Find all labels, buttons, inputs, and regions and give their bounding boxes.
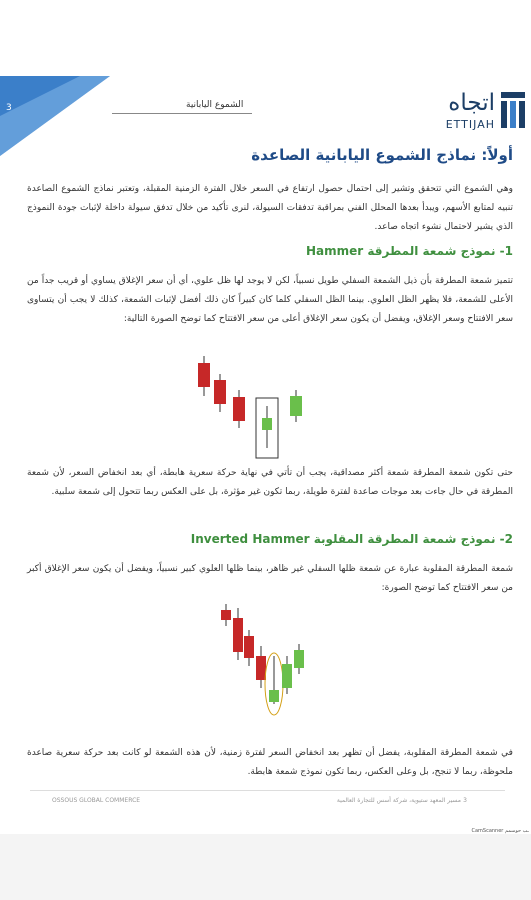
inverted-hammer-description: شمعة المطرقة المقلوبة عبارة عن شمعة ظلها السفلي غير ظاهر، بينما ظلها العلوي كبير نسبياً، ويفضل أن يكون سعر الإغلاق أكبر من سعر الافتتاح كما توضح الصورة:	[27, 564, 513, 593]
candle-3	[233, 390, 245, 428]
footer-company: OSSOUS GLOBAL COMMERCE	[52, 797, 141, 804]
candle-6	[282, 656, 292, 694]
inverted-hammer-chart	[214, 600, 314, 720]
scanner-watermark: CamScanner ـب حوسمم	[471, 828, 529, 834]
bottom-bar	[0, 828, 531, 900]
candle-2	[233, 608, 243, 660]
ettijah-logo	[400, 90, 525, 135]
candle-3	[244, 630, 254, 666]
header-title: الشموع اليابانية	[186, 100, 244, 110]
candle-1	[221, 604, 231, 626]
top-bar	[0, 0, 531, 76]
logo-arabic-text: اتجاه	[448, 90, 495, 116]
inverted-hammer-note: في شمعة المطرقة المقلوبة، يفضل أن تظهر بعد انخفاض السعر لفترة زمنية، لأن هذه الشمعة لو كانت بعد حركة سعرية صاعدة ملحوظة، ربما لا تنجح، بل وعلى العكس، ربما تكون نموذج شمعة هابطة.	[27, 748, 513, 777]
inverted-hammer-heading: 2- نموذج شمعة المطرقة المقلوبة Inverted Hammer	[190, 532, 513, 546]
candle-4	[256, 646, 266, 688]
candle-5	[290, 390, 302, 422]
candle-2	[214, 374, 226, 412]
logo-mark-icon	[501, 92, 525, 128]
intro-paragraph: وهي الشموع التي تتحقق وتشير إلى احتمال حصول ارتفاع في السعر خلال الفترة الزمنية المقبلة، وتعتبر نماذج الشموع الصاعدة تنبيه لمتابع الأسهم، ويبدأ بعدها المحلل الفني بمراقبة تدفقات السيولة، لنرى تأكيد من خلال تدفق سيولة داخلة لإثبات جودة النموذج الذي يشير لاحتمال نشوء اتجاه صاعد.	[27, 184, 513, 232]
hammer-description: تتميز شمعة المطرقة بأن ذيل الشمعة السفلي طويل نسبياً، لكن لا يوجد لها ظل علوي، أي أن سعر الإغلاق يساوي أو قريب جداً من الأعلى للشمعة، فلا يظهر الظل العلوي. بينما الظل السفلي كلما كان كبيراً كان ذلك أفضل لإثبات الشمعة، كذلك لا يجب أن يتساوى سعر الافتتاح وسعر الإغلاق، ويفضل أن يكون سعر الإغلاق أعلى من سعر الافتتاح كما توضح الصورة التالية:	[27, 276, 513, 324]
corner-decoration	[0, 76, 110, 156]
logo-english-text: ETTIJAH	[445, 118, 495, 131]
header-divider	[112, 113, 252, 114]
page-number: 3	[6, 103, 12, 113]
hammer-heading: 1- نموذج شمعة المطرقة Hammer	[306, 244, 513, 258]
inverted-hammer-candle	[269, 656, 279, 704]
footer-text: مسير المعهد ستيوية، شركة أسس للتجارة العالمية	[336, 797, 461, 804]
footer-page-number: 3	[463, 797, 467, 804]
candle-7	[294, 644, 304, 674]
candle-1	[198, 356, 210, 396]
hammer-note: حتى تكون شمعة المطرقة شمعة أكثر مصداقية، يجب أن تأتي في نهاية حركة سعرية هابطة، أي بعد انخفاض السعر، لأن شمعة المطرقة في حال جاءت بعد موجات صاعدة لفترة طويلة، ربما تكون غير مؤثرة، بل على العكس ربما تتحول إلى شمعة سلبية.	[27, 468, 513, 497]
footer-divider	[30, 790, 505, 791]
hammer-chart	[190, 352, 310, 462]
section-heading: أولاً: نماذج الشموع اليابانية الصاعدة	[251, 146, 513, 164]
document-page	[0, 76, 531, 834]
hammer-candle	[262, 406, 272, 448]
